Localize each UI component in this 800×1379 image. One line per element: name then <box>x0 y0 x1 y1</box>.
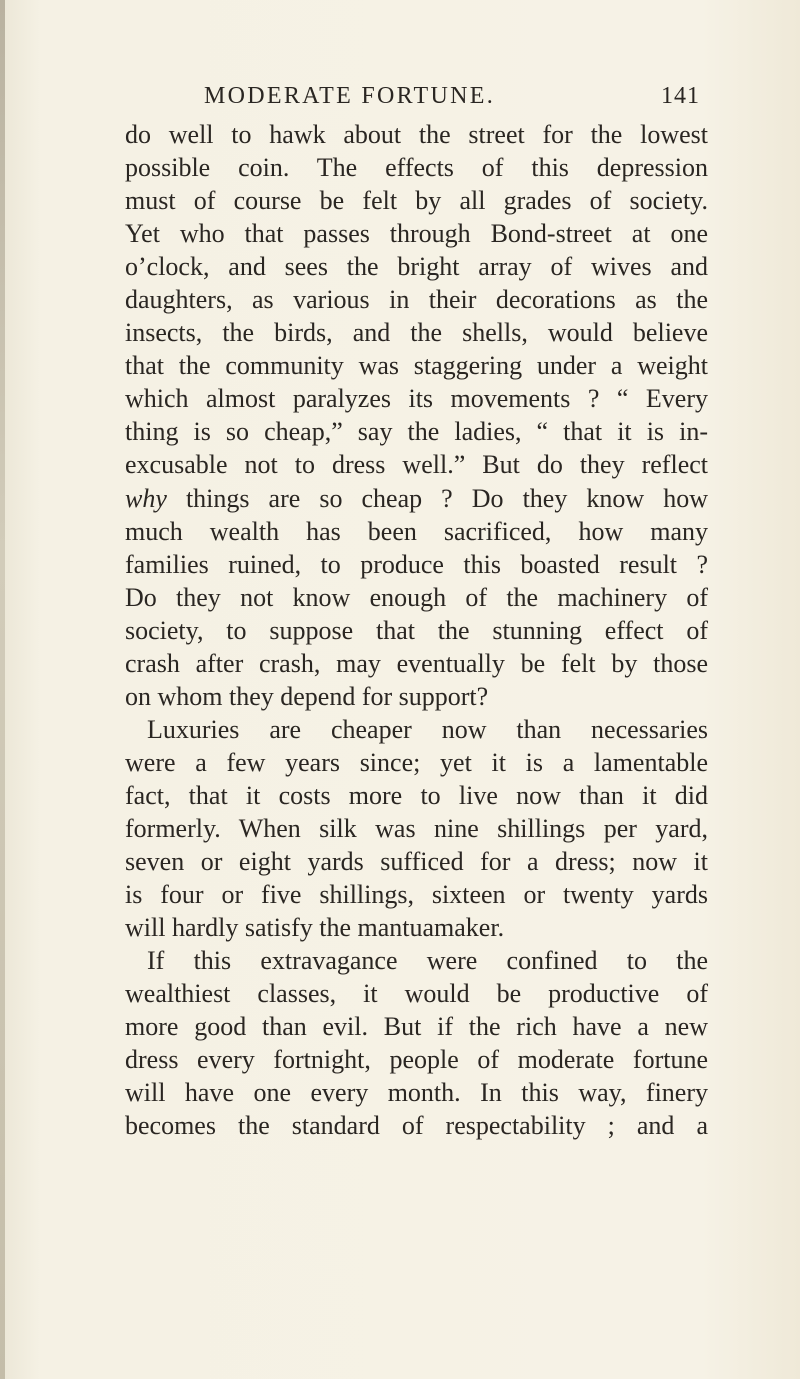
text-line: becomes the standard of respectability ; and a <box>125 1111 708 1141</box>
text-line: will have one every month. In this way, finery <box>125 1078 708 1108</box>
text-line: much wealth has been sacrificed, how many <box>125 516 708 546</box>
text-line: formerly. When silk was nine shillings per yard, <box>125 813 708 843</box>
text-line: were a few years since; yet it is a lamentable <box>125 747 708 777</box>
text-line: will hardly satisfy the mantuamaker. <box>125 913 505 943</box>
text-line: is four or five shillings, sixteen or twenty yards <box>125 880 708 910</box>
text-line: do well to hawk about the street for the lowest <box>125 120 708 149</box>
running-head <box>204 74 700 118</box>
page-number: 141 <box>661 83 700 109</box>
text-line-with-italic <box>125 482 708 515</box>
text-line: that the community was staggering under a weight <box>125 351 708 381</box>
text-line: Do they not know enough of the machinery of <box>125 582 708 612</box>
text-line: fact, that it costs more to live now than it did <box>125 780 708 810</box>
text-line: Yet who that passes through Bond-street at one <box>125 219 708 249</box>
text-line: dress every fortnight, people of moderate fortune <box>125 1045 708 1075</box>
text-line-rest: things are so cheap ? Do they know how <box>166 483 708 513</box>
text-line: excusable not to dress well.” But do they reflect <box>125 450 708 480</box>
body-text <box>125 118 708 1142</box>
text-line: more good than evil. But if the rich have a new <box>125 1012 708 1042</box>
text-line: If this extravagance were confined to the <box>147 946 708 976</box>
running-title: MODERATE FORTUNE. <box>204 83 495 109</box>
text-line: on whom they depend for support? <box>125 681 489 711</box>
text-line: which almost paralyzes its movements ? “ Every <box>125 384 708 414</box>
text-line: crash after crash, may eventually be felt by those <box>125 648 708 678</box>
text-line: o’clock, and sees the bright array of wives and <box>125 252 708 282</box>
text-line: insects, the birds, and the shells, would believe <box>125 318 708 348</box>
italic-word: why <box>125 483 167 513</box>
page-gutter-shadow <box>0 0 5 1379</box>
text-line: possible coin. The effects of this depression <box>125 153 708 183</box>
text-line: seven or eight yards sufficed for a dress; now it <box>125 847 708 877</box>
text-line: must of course be felt by all grades of society. <box>125 186 708 216</box>
text-line: families ruined, to produce this boasted result ? <box>125 549 708 579</box>
text-line: society, to suppose that the stunning effect of <box>125 615 708 645</box>
text-line: daughters, as various in their decorations as the <box>125 285 708 315</box>
text-line: thing is so cheap,” say the ladies, “ that it is in- <box>125 417 708 447</box>
text-line: Luxuries are cheaper now than necessaries <box>147 714 708 744</box>
text-line: wealthiest classes, it would be productive of <box>125 979 708 1009</box>
